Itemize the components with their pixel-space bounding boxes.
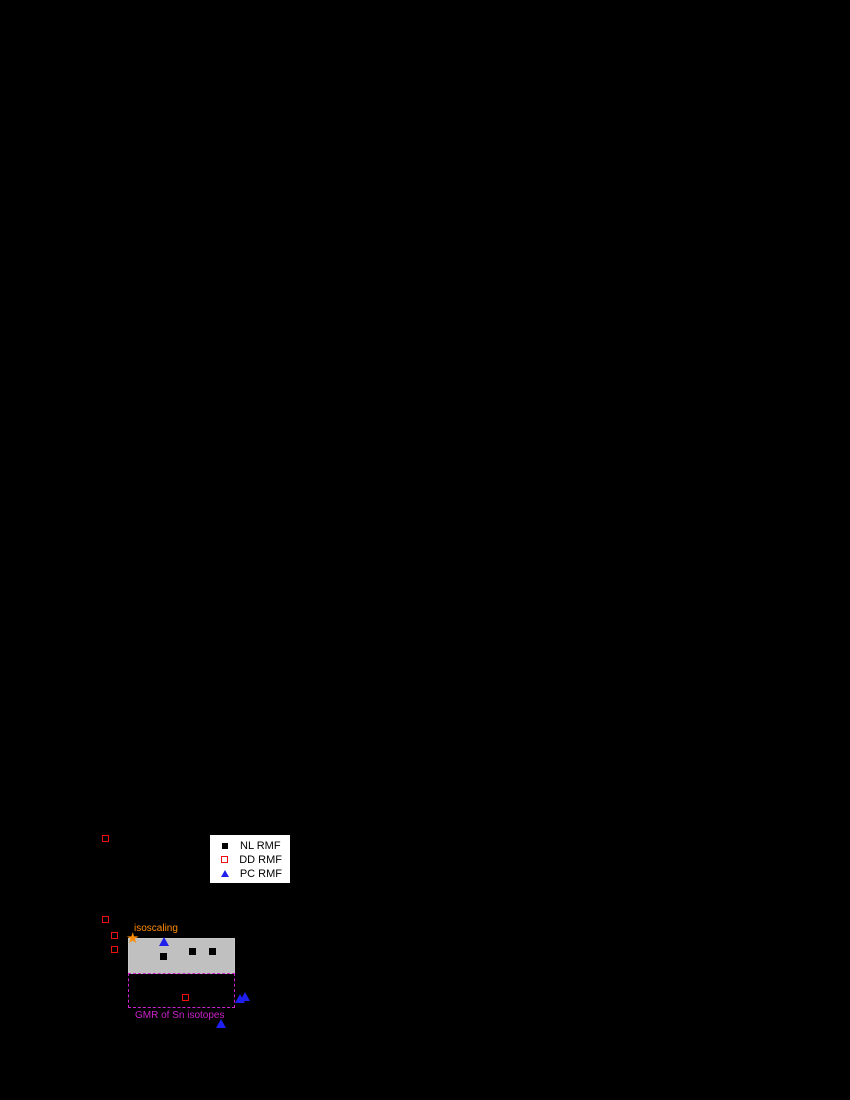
filled-square-icon: [216, 842, 234, 851]
legend-label-nl-rmf: NL RMF: [240, 840, 281, 852]
annotation-gmr: GMR of Sn isotopes: [135, 1010, 225, 1021]
data-point-dd-rmf: [182, 994, 189, 1001]
data-point-dd-rmf: [111, 932, 118, 939]
legend-label-dd-rmf: DD RMF: [239, 854, 282, 866]
data-point-dd-rmf: [102, 835, 109, 842]
legend-item-nl-rmf: [216, 839, 282, 853]
isospin-diffusion-band: [128, 938, 235, 974]
annotation-isoscaling: isoscaling: [134, 923, 178, 934]
data-point-nl-rmf: [209, 948, 216, 955]
data-point-dd-rmf: [111, 946, 118, 953]
triangle-icon: [216, 870, 234, 879]
isoscaling-star-marker: ★: [126, 930, 140, 947]
data-point-nl-rmf: [160, 953, 167, 960]
legend-label-pc-rmf: PC RMF: [239, 868, 282, 880]
data-point-pc-rmf: [240, 992, 250, 1001]
data-point-nl-rmf: [189, 948, 196, 955]
annotation-isospin-diffusion: isospin diffusion: [139, 974, 210, 985]
open-square-icon: [216, 856, 233, 865]
legend: [209, 834, 291, 884]
legend-item-dd-rmf: [216, 853, 282, 867]
data-point-dd-rmf: [102, 916, 109, 923]
data-point-pc-rmf: [159, 937, 169, 946]
legend-item-pc-rmf: [216, 867, 282, 881]
